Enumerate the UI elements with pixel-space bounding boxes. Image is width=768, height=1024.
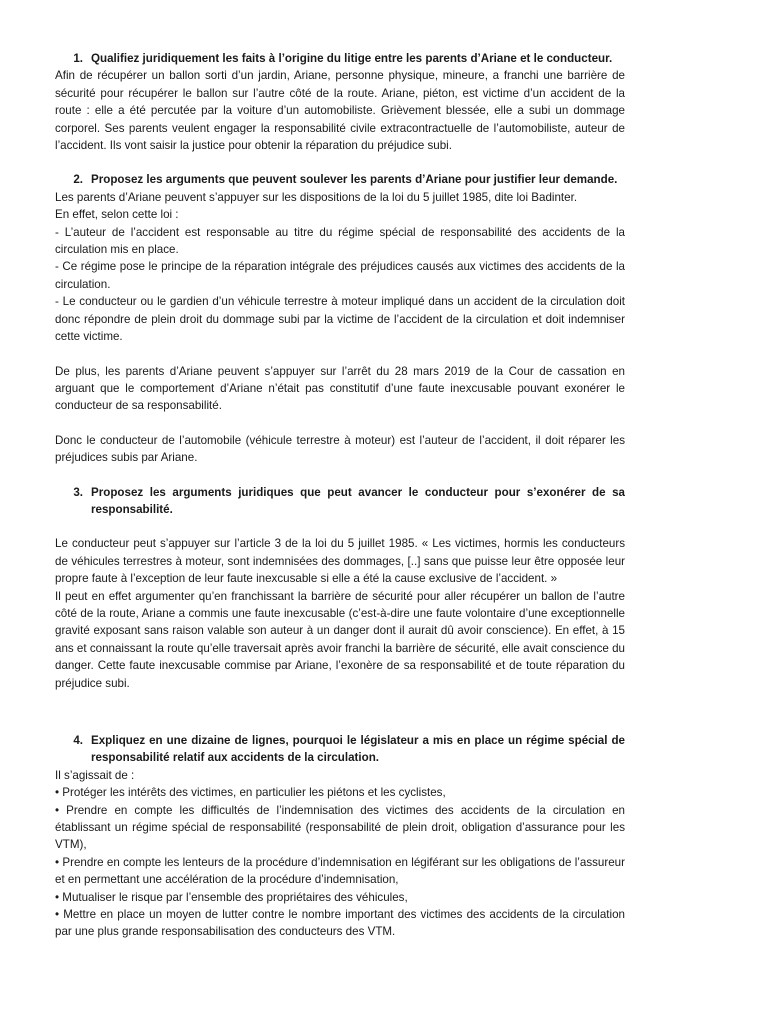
question-number: 3. <box>73 485 83 499</box>
answer-2-line: En effet, selon cette loi : <box>55 208 179 222</box>
bullet-item: • Prendre en compte les lenteurs de la procédure d’indemnisation en légiférant sur les obligations de l’assureur et en permettant une accélération de la procédure d’indemnisation, <box>55 855 625 887</box>
question-title: Proposez les arguments juridiques que peut avancer le conducteur pour s’exonérer de sa responsabilité. <box>91 485 625 516</box>
question-1-heading <box>55 50 625 67</box>
answer-2-line: - L’auteur de l’accident est responsable au titre du régime spécial de responsabilité des accidents de la circulation mis en place. <box>55 225 625 257</box>
question-3-heading <box>55 484 625 519</box>
answer-2-line: - Ce régime pose le principe de la réparation intégrale des préjudices causés aux victimes des accidents de la circulation. <box>55 260 625 291</box>
answer-3-paragraph: Le conducteur peut s’appuyer sur l’article 3 de la loi du 5 juillet 1985. « Les victimes, hormis les conducteurs de véhicules terrestres à moteur, sont indemnisées des dommages, [..] sans que puisse leur être opposée leur propre faute à l’exception de leur faute inexcusable si elle a été la cause exclusive de l’accident. » <box>55 537 625 586</box>
question-title: Proposez les arguments que peuvent soulever les parents d’Ariane pour justifier leur demande. <box>91 173 618 187</box>
question-number: 1. <box>73 52 83 65</box>
document-page <box>55 50 625 941</box>
bullet-item: • Prendre en compte les difficultés de l’indemnisation des victimes des accidents de la circulation en établissant un régime spécial de responsabilité (responsabilité de plein droit, obligation d’assurance pour les VTM), <box>55 803 625 852</box>
bullet-item: • Mettre en place un moyen de lutter contre le nombre important des victimes des accidents de la circulation par une plus grande responsabilisation des conducteurs des VTM. <box>55 908 625 939</box>
question-number: 2. <box>73 173 83 187</box>
question-2-heading <box>55 171 625 188</box>
question-title: Expliquez en une dizaine de lignes, pourquoi le législateur a mis en place un régime spécial de responsabilité relatif aux accidents de la circulation. <box>91 734 625 765</box>
bullet-item: • Protéger les intérêts des victimes, en particulier les piétons et les cyclistes, <box>55 786 446 800</box>
answer-2-line: - Le conducteur ou le gardien d’un véhicule terrestre à moteur impliqué dans un accident de la circulation doit donc répondre de plein droit du dommage subi par la victime de l’accident de la circulation et doit indemniser cette victime. <box>55 295 625 344</box>
question-number: 4. <box>73 734 83 747</box>
question-4-heading <box>55 732 625 767</box>
answer-1-paragraph: Afin de récupérer un ballon sorti d’un jardin, Ariane, personne physique, mineure, a franchi une barrière de sécurité pour récupérer le ballon sur l’autre côté de la route. Ariane, piéton, est victime d’un accident de la route : elle a été percutée par la voiture d’un automobiliste. Grièvement blessée, elle a subi un dommage corporel. Ses parents veulent engager la responsabilité civile extracontractuelle de l’automobiliste, auteur de l’accident. Ils vont saisir la justice pour obtenir la réparation du préjudice subi. <box>55 69 625 153</box>
bullet-item: • Mutualiser le risque par l’ensemble des propriétaires des véhicules, <box>55 890 408 904</box>
answer-2-paragraph: Donc le conducteur de l’automobile (véhicule terrestre à moteur) est l’auteur de l’accident, il doit réparer les préjudices subis par Ariane. <box>55 433 625 465</box>
answer-3-paragraph: Il peut en effet argumenter qu’en franchissant la barrière de sécurité pour aller récupérer un ballon de l’autre côté de la route, Ariane a commis une faute inexcusable (c’est-à-dire une faute volontaire d’une exceptionnelle gravité exposant sans raison valable son auteur à un danger dont il aurait dû avoir conscience). En effet, à 15 ans et connaissant la route qu’elle traversait après avoir franchi la barrière de sécurité, elle avait conscience du danger. Cette faute inexcusable commise par Ariane, l’exonère de sa responsabilité et de toute réparation du préjudice subi. <box>55 589 625 690</box>
answer-2-paragraph: De plus, les parents d’Ariane peuvent s’appuyer sur l’arrêt du 28 mars 2019 de la Cour de cassation en arguant que le comportement d’Ariane n’était pas constitutif d’une faute inexcusable pouvant exonérer le conducteur de sa responsabilité. <box>55 364 625 413</box>
answer-4-intro: Il s’agissait de : <box>55 768 135 782</box>
question-title: Qualifiez juridiquement les faits à l’origine du litige entre les parents d’Ariane et le conducteur. <box>91 52 613 65</box>
answer-2-line: Les parents d’Ariane peuvent s’appuyer sur les dispositions de la loi du 5 juillet 1985, dite loi Badinter. <box>55 190 578 204</box>
